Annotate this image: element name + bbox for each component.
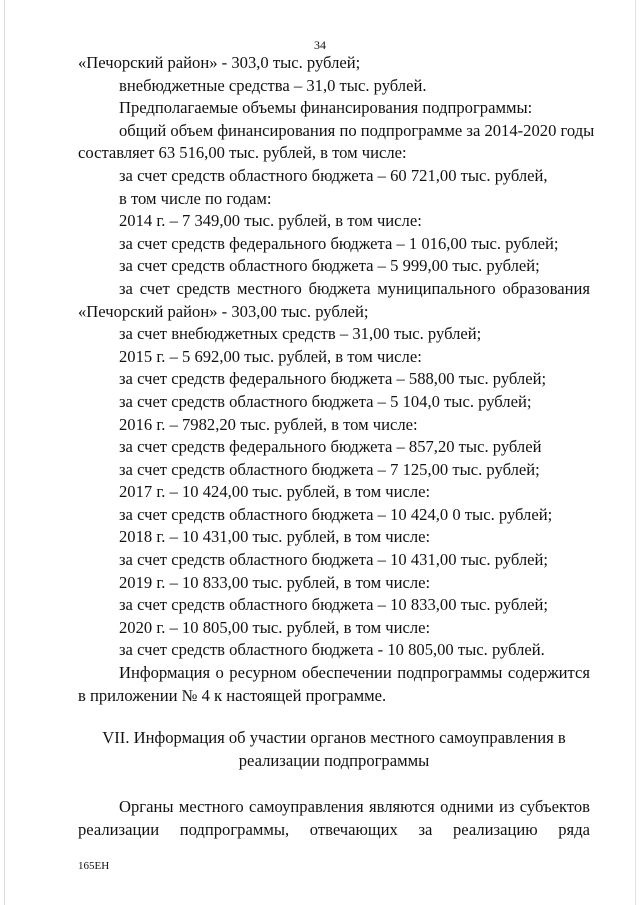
section-heading: [78, 726, 590, 772]
text-line: Информация о ресурном обеспечении подпрограммы содержится: [119, 663, 590, 683]
text-line: за счет средств областного бюджета - 10 805,00 тыс. рублей.: [119, 640, 545, 660]
text-line: за счет средств областного бюджета – 10 424,0 0 тыс. рублей;: [119, 504, 553, 524]
heading-line: VII. Информация об участии органов местного самоуправления в: [102, 728, 566, 747]
text-line: «Печорский район» - 303,0 тыс. рублей;: [78, 53, 361, 72]
text-line: 2019 г. – 10 833,00 тыс. рублей, в том числе:: [119, 572, 431, 592]
funding-text-block: [78, 52, 595, 707]
text-line: 2016 г. – 7982,20 тыс. рублей, в том числе:: [119, 414, 418, 434]
scan-edge-left: [4, 0, 5, 905]
text-line: в том числе по годам:: [119, 188, 272, 208]
text-line: за счет внебюджетных средств – 31,00 тыс. рублей;: [119, 324, 482, 344]
text-line: за счет средств областного бюджета – 10 431,00 тыс. рублей;: [119, 550, 549, 570]
text-line: за счет средств областного бюджета – 7 125,00 тыс. рублей;: [119, 459, 540, 479]
footer-code: 165ЕН: [78, 860, 110, 872]
text-line: за счет средств областного бюджета – 5 999,00 тыс. рублей;: [119, 256, 540, 276]
text-line: за счет средств федерального бюджета – 1 016,00 тыс. рублей;: [119, 233, 559, 253]
text-line: реализации подпрограммы, отвечающих за реализацию ряда: [78, 819, 590, 839]
text-line: Предполагаемые объемы финансирования подпрограммы:: [119, 98, 533, 118]
text-line: «Печорский район» - 303,00 тыс. рублей;: [78, 301, 369, 321]
text-line: 2017 г. – 10 424,00 тыс. рублей, в том числе:: [119, 482, 431, 502]
text-line: составляет 63 516,00 тыс. рублей, в том числе:: [78, 143, 407, 163]
text-line: 2020 г. – 10 805,00 тыс. рублей, в том числе:: [119, 617, 431, 637]
scan-edge-right: [635, 0, 636, 905]
text-line: 2014 г. – 7 349,00 тыс. рублей, в том числе:: [119, 211, 422, 231]
text-line: за счет средств областного бюджета – 60 721,00 тыс. рублей,: [119, 165, 548, 185]
text-line: 2018 г. – 10 431,00 тыс. рублей, в том числе:: [119, 527, 431, 547]
text-line: 2015 г. – 5 692,00 тыс. рублей, в том числе:: [119, 346, 422, 366]
text-line: за счет средств федерального бюджета – 588,00 тыс. рублей;: [119, 369, 547, 389]
text-line: в приложении № 4 к настоящей программе.: [78, 685, 387, 705]
closing-paragraph: [78, 796, 590, 841]
text-line: за счет средств федерального бюджета – 857,20 тыс. рублей: [119, 437, 542, 457]
heading-line: реализации подпрограммы: [238, 751, 430, 770]
text-line: за счет средств областного бюджета – 5 104,0 тыс. рублей;: [119, 391, 532, 411]
page-number: 34: [314, 38, 326, 52]
text-line: общий объем финансирования по подпрограмме за 2014-2020 годы: [119, 120, 595, 140]
text-line: за счет средств областного бюджета – 10 833,00 тыс. рублей;: [119, 595, 549, 615]
text-line: Органы местного самоуправления являются одними из субъектов: [119, 797, 590, 816]
text-line: за счет средств местного бюджета муниципального образования: [119, 278, 590, 298]
text-line: внебюджетные средства – 31,0 тыс. рублей.: [119, 75, 427, 95]
